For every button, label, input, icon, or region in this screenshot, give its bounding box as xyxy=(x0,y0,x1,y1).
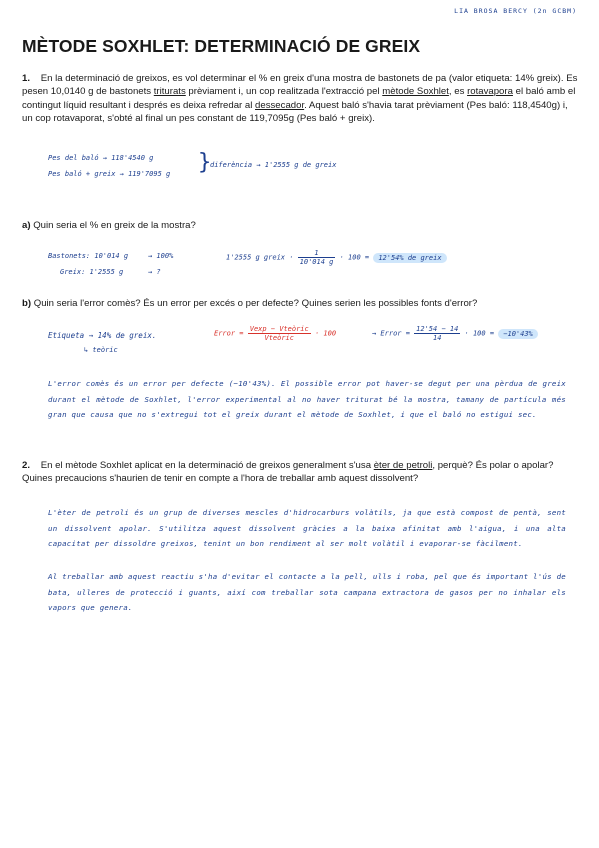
calc-b-etiqueta: Etiqueta → 14% de greix. xyxy=(48,331,157,340)
question-1-text: 1. En la determinació de greixos, es vol determinar el % en greix d'una mostra de bastonets de pa (valor etiqueta: 14% greix). Es pesen 10,0140 g de bastonets triturats prèviament i, un cop realitzada l'extracció pel mètode Soxhlet, es rotavapora el baló amb el contingut líquid resultant i després es deixa refredar al dessecador. Aquest baló s'havia tarat prèviament (Pes baló: 118,4540g) i, un cop rotavaporat, s'obté al final un pes constant de 119,7095g (Pes baló + greix). xyxy=(22,73,578,125)
calc-b-error-fraction: $\frac{\text{Vexp − Vteòric}}{\text{Vteòric}}$ xyxy=(249,325,309,342)
page-title: MÈTODE SOXHLET: DETERMINACIÓ DE GREIX xyxy=(22,36,421,56)
answer-b-paragraph: L'error comès és un error per defecte (−10'43%). El possible error pot haver-se degut per una pèrdua de greix durant el mètode de Soxhlet, l'error experimental al no haver triturat bé la mostra, tamany de partícula més gran que causa que no s'extregui tot el greix durant el mètode de Soxhlet, i que el baló no estigui sec. xyxy=(48,379,566,419)
author-name: LIA BROSA BERCY (2n GCBM) xyxy=(454,7,577,15)
calc-a-fraction: $\frac{1}{10'014 g}$ xyxy=(299,249,334,266)
calc-a-bastonets: Bastonets: 10'014 g xyxy=(48,252,129,260)
question-number: 2. xyxy=(22,460,31,471)
question-b-text: b) Quin seria l'error comès? És un error per excés o per defecte? Quines serien les possibles fonts d'error? xyxy=(22,298,478,309)
question-a-text: a) Quin seria el % en greix de la mostra? xyxy=(22,220,196,231)
question-2-text: 2. En el mètode Soxhlet aplicat en la determinació de greixos generalment s'usa èter de petroli, perquè? És polar o apolar? Quines precaucions s'haurien de tenir en compte a l'hora de treballar amb aquest dissolvent? xyxy=(22,460,554,485)
calc-b-result: −10'43% xyxy=(498,329,538,339)
calc-b-teoric: ↳ teòric xyxy=(84,346,118,354)
calc-b-error-formula: Error = $\frac{\text{Vexp − Vteòric}}{\text{Vteòric}}$ · 100 xyxy=(214,325,337,342)
note-balo-weight: Pes del baló → 118'4540 g xyxy=(48,154,154,162)
calc-a-result: 12'54% de greix xyxy=(373,253,446,263)
calc-a-greix: Greix: 1'2555 g xyxy=(60,268,124,276)
calc-a-bastonets-pct: → 100% xyxy=(148,252,174,260)
answer-2-paragraph-2: Al treballar amb aquest reactiu s'ha d'evitar el contacte a la pell, ulls i roba, pel que és important l'ús de bata, ulleres de protecció i guants, així com treballar sota campana extractora de gasos per no inhalar els vapors que genera. xyxy=(48,572,566,612)
calc-a-greix-pct: → ? xyxy=(148,268,161,276)
question-number: 1. xyxy=(22,73,31,84)
note-balo-greix-weight: Pes baló + greix → 119'7095 g xyxy=(48,170,171,178)
answer-2-paragraph-1: L'èter de petroli és un grup de diverses mescles d'hidrocarburs volàtils, ja que està compost de pentà, sent un dissolvent apolar. S'utilitza aquest dissolvent gràcies a la baixa afinitat amb l'aigua, i una alta capacitat per dissoldre greixos, tenint un bon rendiment al ser molt volàtil i evaporar-se fàcilment. xyxy=(48,508,566,548)
brace-icon: } xyxy=(198,150,212,175)
calc-a-formula: 1'2555 g greix · $\frac{1}{10'014 g}$ · 100 = 12'54% de greix xyxy=(226,249,447,266)
calc-b-error-value: → Error = $\frac{12'54 - 14}{14}$ · 100 = −10'43% xyxy=(372,325,538,342)
calc-b-value-fraction: $\frac{12'54 - 14}{14}$ xyxy=(416,325,459,342)
note-difference: diferència → 1'2555 g de greix xyxy=(210,161,337,169)
